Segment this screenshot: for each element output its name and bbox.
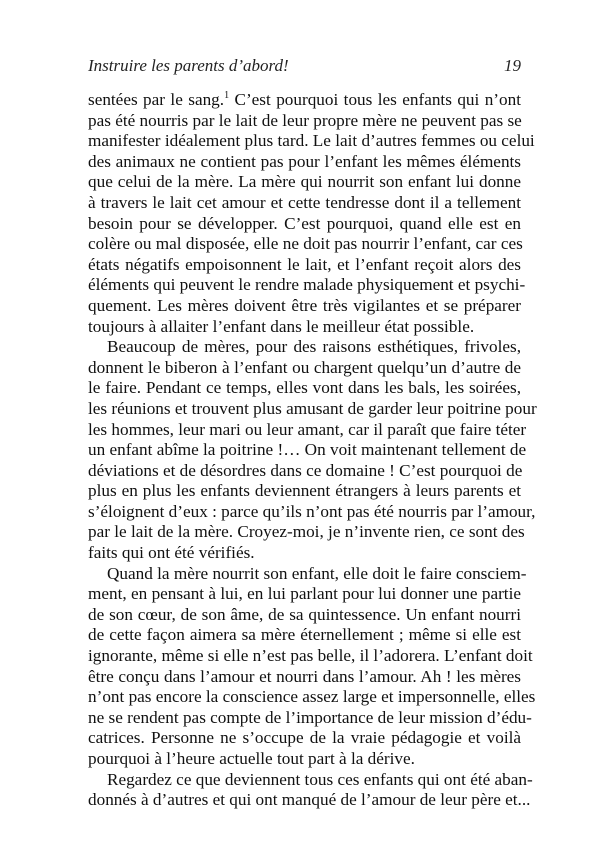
text-line: Quand la mère nourrit son enfant, elle doit le faire consciem- xyxy=(107,563,527,583)
text-line: à travers le lait cet amour et cette tendresse dont il a tellement xyxy=(88,192,521,212)
paragraph xyxy=(88,769,533,811)
text-line: ment, en pensant à lui, en lui parlant pour lui donner une partie xyxy=(88,584,521,604)
text-line: catrices. Personne ne s’occupe de la vraie pédagogie et voilà xyxy=(88,728,521,748)
text-line: Regardez ce que deviennent tous ces enfants qui ont été aban- xyxy=(107,769,533,789)
footnote-marker[interactable]: 1 xyxy=(224,90,230,101)
text-line: s’éloignent d’eux : parce qu’ils n’ont pas été nourris par l’amour, xyxy=(88,501,536,521)
text-segment: C’est pourquoi tous les enfants qui n’ont xyxy=(229,90,521,109)
text-line: de cette façon aimera sa mère éternellement ; même si elle est xyxy=(88,625,521,645)
text-line: un enfant abîme la poitrine !… On voit maintenant tellement de xyxy=(88,440,527,460)
text-line: donnés à d’autres et qui ont manqué de l’amour de leur père et... xyxy=(88,790,531,810)
text-line: les hommes, leur mari ou leur amant, car il paraît que faire téter xyxy=(88,419,527,439)
text-line: besoin pour se développer. C’est pourquoi, quand elle est en xyxy=(88,213,521,233)
text-line: colère ou mal disposée, elle ne doit pas nourrir l’enfant, car ces xyxy=(88,234,523,254)
text-line xyxy=(88,90,521,111)
text-segment: sentées par le sang. xyxy=(88,90,225,109)
text-line: plus en plus les enfants deviennent étrangers à leurs parents et xyxy=(88,481,521,501)
text-line: des animaux ne contient pas pour l’enfant les mêmes éléments xyxy=(88,151,521,171)
text-line: toujours à allaiter l’enfant dans le meilleur état possible. xyxy=(88,316,475,336)
text-line: éléments qui peuvent le rendre malade physiquement et psychi- xyxy=(88,275,526,295)
body-text xyxy=(88,90,537,811)
text-line: déviations et de désordres dans ce domaine ! C’est pourquoi de xyxy=(88,460,523,480)
paragraph xyxy=(88,337,537,564)
text-line: manifester idéalement plus tard. Le lait d’autres femmes ou celui xyxy=(88,131,535,151)
paragraph xyxy=(88,90,535,337)
text-line: pourquoi à l’heure actuelle tout part à la dérive. xyxy=(88,749,415,768)
text-line: quement. Les mères doivent être très vigilantes et se préparer xyxy=(88,295,521,315)
text-line: être conçu dans l’amour et nourri dans l’amour. Ah ! les mères xyxy=(88,666,521,686)
text-line: de son cœur, de son âme, de sa quintessence. Un enfant nourri xyxy=(88,604,521,624)
running-head xyxy=(88,56,521,76)
text-line: par le lait de la mère. Croyez-moi, je n’invente rien, ce sont des xyxy=(88,522,525,542)
paragraph xyxy=(88,563,536,770)
text-line: Beaucoup de mères, pour des raisons esthétiques, frivoles, xyxy=(107,337,521,357)
text-line: pas été nourris par le lait de leur propre mère ne peuvent pas se xyxy=(88,110,522,130)
text-line: les réunions et trouvent plus amusant de garder leur poitrine pour xyxy=(88,398,537,418)
text-line: ne se rendent pas compte de l’importance de leur mission d’édu- xyxy=(88,707,532,727)
text-line: le faire. Pendant ce temps, elles vont dans les bals, les soirées, xyxy=(88,378,521,398)
text-line: que celui de la mère. La mère qui nourrit son enfant lui donne xyxy=(88,172,521,192)
text-line: états négatifs empoisonnent le lait, et l’enfant reçoit alors des xyxy=(88,254,521,274)
running-title: Instruire les parents d’abord! xyxy=(88,56,289,75)
text-line: n’ont pas encore la conscience assez large et impersonnelle, elles xyxy=(88,687,536,707)
text-line: faits qui ont été vérifiés. xyxy=(88,543,255,563)
text-line: ignorante, même si elle n’est pas belle, il l’adorera. L’enfant doit xyxy=(88,646,533,666)
text-line: donnent le biberon à l’enfant ou chargent quelqu’un d’autre de xyxy=(88,357,521,377)
page-number: 19 xyxy=(504,56,521,75)
